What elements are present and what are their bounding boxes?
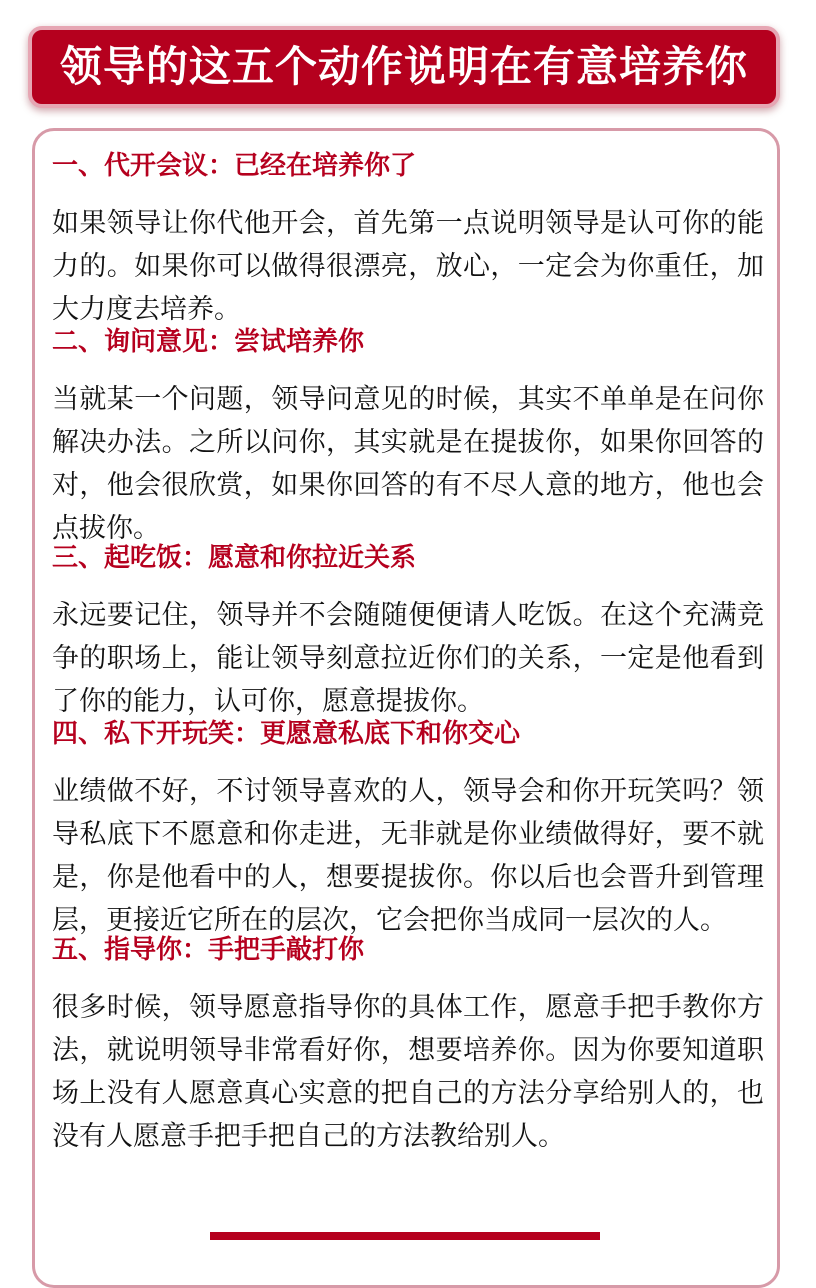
body-line: 永远要记住，领导并不会随随便便请人吃饭。在这个充满竞 [52, 600, 764, 631]
section-heading: 三、起吃饭：愿意和你拉近关系 [52, 543, 417, 573]
section-body [52, 202, 764, 331]
section-heading: 四、私下开玩笑：更愿意私底下和你交心 [52, 719, 521, 749]
section-1 [52, 150, 764, 331]
body-line: 导私底下不愿意和你走进，无非就是你业绩做得好，要不就 [52, 819, 764, 850]
section-body [52, 378, 764, 550]
body-line: 解决办法。之所以问你，其实就是在提拔你，如果你回答的 [52, 427, 764, 458]
body-line: 点拔你。 [52, 513, 160, 544]
section-5 [52, 934, 764, 1158]
title-banner [28, 26, 780, 108]
body-line: 争的职场上，能让领导刻意拉近你们的关系，一定是他看到 [52, 643, 764, 674]
body-line: 力的。如果你可以做得很漂亮，放心，一定会为你重任，加 [52, 251, 764, 282]
body-line: 层，更接近它所在的层次，它会把你当成同一层次的人。 [52, 905, 727, 936]
section-4 [52, 718, 764, 942]
body-line: 如果领导让你代他开会，首先第一点说明领导是认可你的能 [52, 208, 764, 239]
section-heading: 一、代开会议：已经在培养你了 [52, 151, 417, 181]
section-3 [52, 542, 764, 723]
section-heading: 五、指导你：手把手敲打你 [52, 935, 365, 965]
body-line: 是，你是他看中的人，想要提拔你。你以后也会晋升到管理 [52, 862, 764, 893]
body-line: 法，就说明领导非常看好你，想要培养你。因为你要知道职 [52, 1035, 764, 1066]
section-body [52, 986, 764, 1158]
page-title: 领导的这五个动作说明在有意培养你 [59, 42, 748, 91]
body-line: 大力度去培养。 [52, 294, 241, 325]
section-body [52, 770, 764, 942]
section-body [52, 594, 764, 723]
body-line: 场上没有人愿意真心实意的把自己的方法分享给别人的，也 [52, 1078, 764, 1109]
body-line: 没有人愿意手把手把自己的方法教给别人。 [52, 1121, 565, 1152]
body-line: 当就某一个问题，领导问意见的时候，其实不单单是在问你 [52, 384, 764, 415]
body-line: 很多时候，领导愿意指导你的具体工作，愿意手把手教你方 [52, 992, 764, 1023]
bottom-divider [210, 1232, 600, 1240]
section-2 [52, 326, 764, 550]
body-line: 业绩做不好，不讨领导喜欢的人，领导会和你开玩笑吗？领 [52, 776, 764, 807]
body-line: 了你的能力，认可你，愿意提拔你。 [52, 686, 484, 717]
section-heading: 二、询问意见：尝试培养你 [52, 327, 365, 357]
body-line: 对，他会很欣赏，如果你回答的有不尽人意的地方，他也会 [52, 470, 764, 501]
